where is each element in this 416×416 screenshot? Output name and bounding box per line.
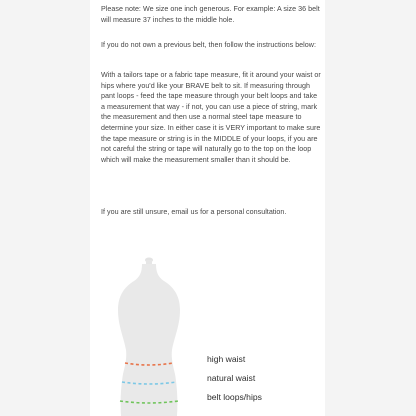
no-belt-note: If you do not own a previous belt, then follow the instructions below: xyxy=(101,41,316,49)
right-margin xyxy=(325,0,416,416)
mannequin-body xyxy=(118,264,180,416)
natural-waist-label: natural waist xyxy=(207,373,256,383)
mannequin-figure xyxy=(90,250,325,416)
belt-loops-hips-label: belt loops/hips xyxy=(207,392,262,402)
left-margin xyxy=(0,0,90,416)
measuring-instructions: With a tailors tape or a fabric tape measure, fit it around your waist or hips where you'd like your BRAVE belt to sit. If measuring through pant loops - feed the tape measure through your belt loops and take a measurement that way - if not, you can use a piece of string, mark the measurement and then use a normal steel tape measure to determine your size. In either case it is VERY important to make sure the tape measure or string is in the MIDDLE of your loops, if you are not careful the string or tape will naturally go to the top on the loop which will make the measurement smaller than it should be. xyxy=(101,71,321,164)
contact-note: If you are still unsure, email us for a personal consultation. xyxy=(101,208,287,216)
high-waist-label: high waist xyxy=(207,354,246,364)
sizing-guide-panel xyxy=(90,0,325,416)
sizing-note: Please note: We size one inch generous. For example: A size 36 belt will measure 37 inches to the middle hole. xyxy=(101,5,320,24)
